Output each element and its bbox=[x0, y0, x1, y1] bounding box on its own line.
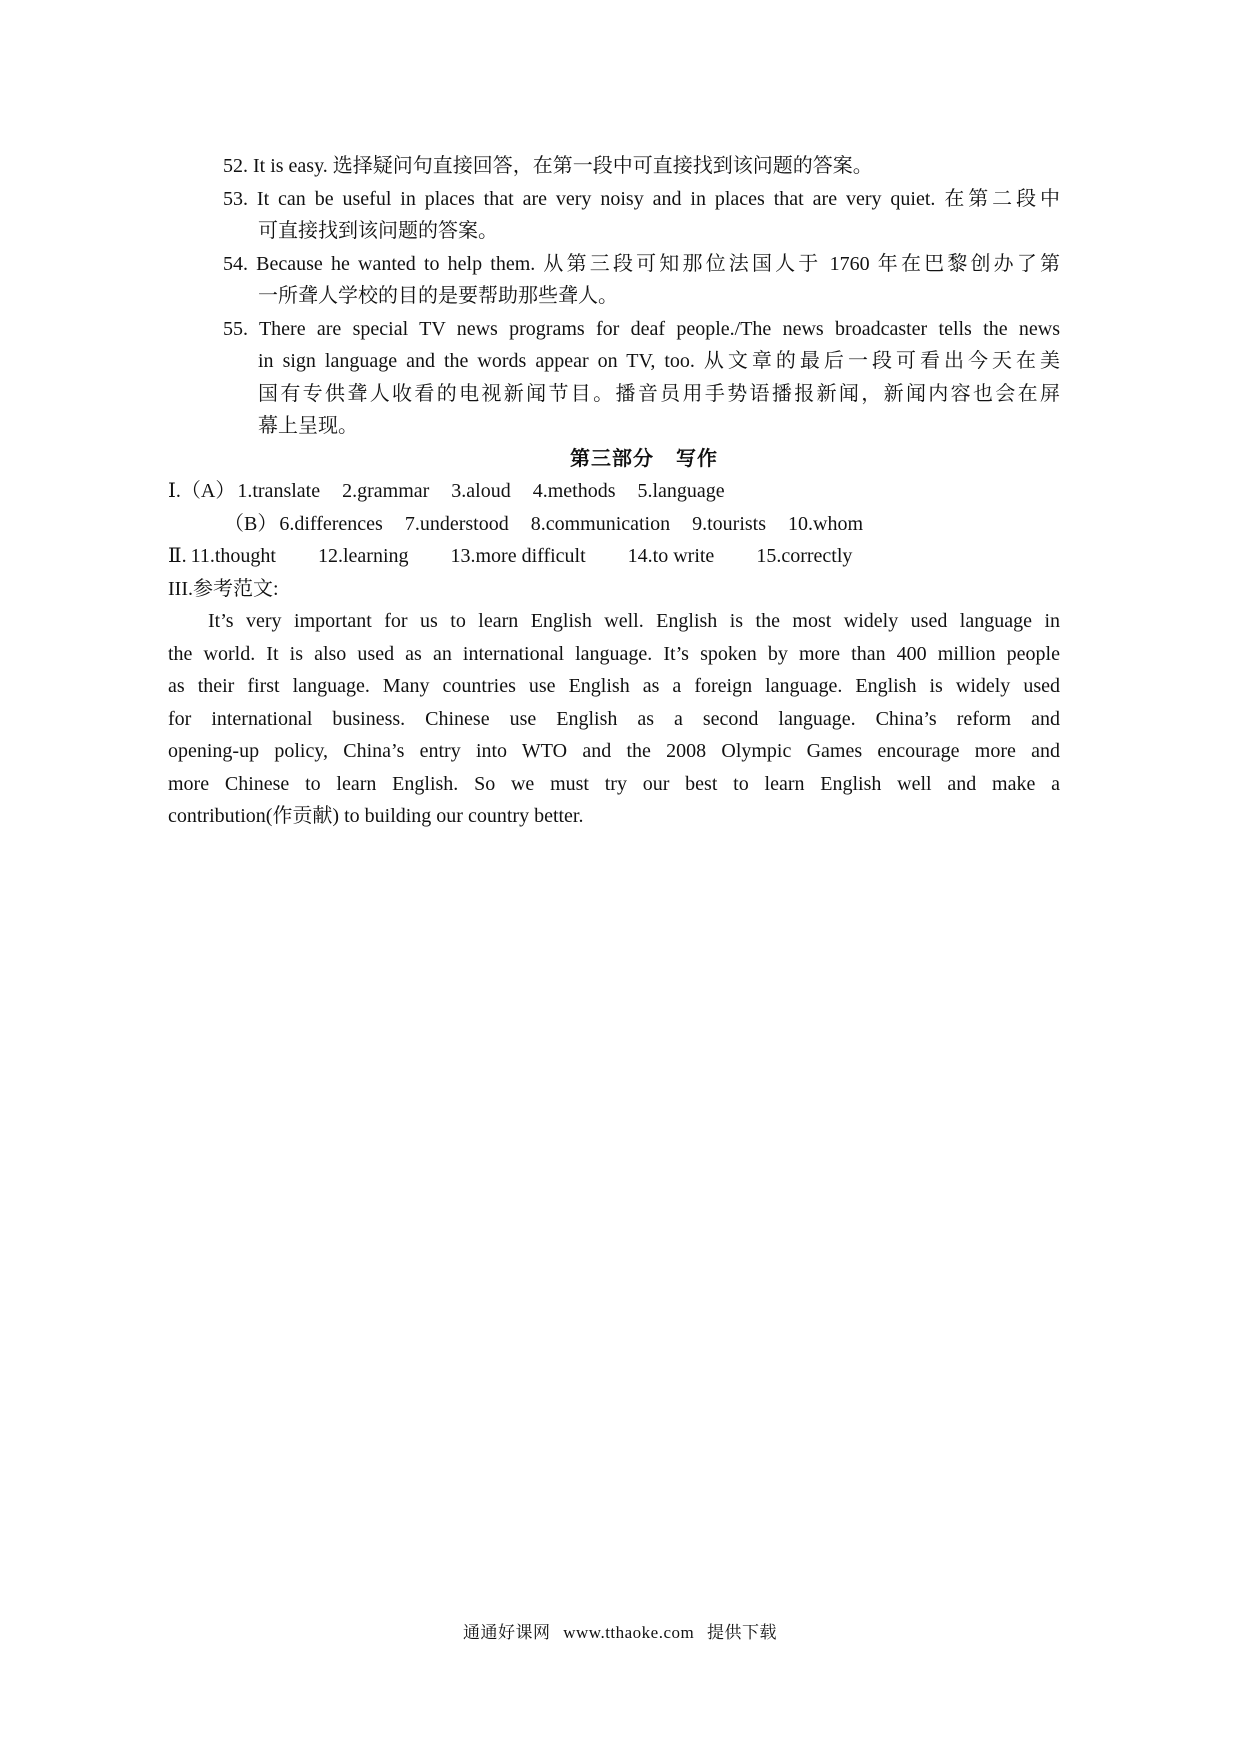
model-essay bbox=[168, 605, 1060, 833]
answer-item: 13.more difficult bbox=[450, 545, 586, 567]
answer-item: 15.correctly bbox=[756, 545, 853, 567]
part-2-row bbox=[168, 540, 1060, 573]
answer-line: 国有专供聋人收看的电视新闻节目。播音员用手势语播报新闻，新闻内容也会在屏 bbox=[258, 382, 1060, 405]
part-1a-row bbox=[168, 475, 1060, 508]
answer-line: 可直接找到该问题的答案。 bbox=[258, 220, 498, 242]
answer-line: in sign language and the words appear on TV, too. 从文章的最后一段可看出今天在美 bbox=[258, 350, 1060, 372]
answer-line: 一所聋人学校的目的是要帮助那些聋人。 bbox=[258, 285, 618, 307]
answer-item: 4.methods bbox=[532, 480, 616, 502]
page-footer bbox=[0, 1618, 1240, 1643]
essay-line: for international business. Chinese use English as a second language. China’s reform and bbox=[168, 707, 1060, 730]
section-title-part: 第三部分 bbox=[570, 447, 654, 470]
part-1b-row bbox=[224, 508, 1060, 541]
answer-item: 12.learning bbox=[317, 545, 409, 567]
answer-number: 54. bbox=[223, 252, 248, 275]
answer-52 bbox=[188, 150, 1060, 183]
section-title bbox=[188, 443, 1060, 476]
answer-54 bbox=[188, 248, 1060, 313]
essay-line: contribution(作贡献) to building our country better. bbox=[168, 805, 584, 827]
part-1b-label: （B） bbox=[224, 512, 278, 535]
answer-number: 52. bbox=[223, 155, 248, 177]
footer-suffix: 提供下载 bbox=[707, 1623, 778, 1642]
answer-item: 10.whom bbox=[788, 512, 864, 535]
answer-number: 53. bbox=[223, 187, 248, 210]
answer-number: 55. bbox=[223, 317, 248, 340]
part-1-label: Ⅰ.（A） bbox=[168, 480, 236, 502]
answer-55 bbox=[188, 313, 1060, 443]
part-2-label: Ⅱ. bbox=[168, 545, 187, 567]
essay-line: more Chinese to learn English. So we must try our best to learn English well and make a bbox=[168, 772, 1060, 795]
essay-line: opening-up policy, China’s entry into WTO and the 2008 Olympic Games encourage more and bbox=[168, 740, 1060, 762]
answer-item: 14.to write bbox=[627, 545, 715, 567]
answer-item: 11.thought bbox=[190, 545, 276, 567]
answer-53 bbox=[188, 183, 1060, 248]
answer-item: 2.grammar bbox=[342, 480, 430, 502]
answer-line: It is easy. 选择疑问句直接回答，在第一段中可直接找到该问题的答案。 bbox=[253, 155, 873, 177]
answer-item: 9.tourists bbox=[692, 512, 767, 535]
footer-site-name: 通通好课网 bbox=[462, 1623, 551, 1642]
part-3-label: III.参考范文: bbox=[168, 577, 279, 600]
answer-line: There are special TV news programs for deaf people./The news broadcaster tells the news bbox=[258, 317, 1060, 340]
answer-item: 7.understood bbox=[404, 512, 509, 535]
answer-item: 6.differences bbox=[279, 512, 383, 535]
answer-item: 3.aloud bbox=[451, 480, 511, 502]
answer-line: It can be useful in places that are very noisy and in places that are very quiet. 在第二段中 bbox=[256, 187, 1061, 210]
footer-url[interactable]: www.tthaoke.com bbox=[563, 1623, 695, 1642]
answer-line: Because he wanted to help them. 从第三段可知那位法国人于 1760 年在巴黎创办了第 bbox=[256, 252, 1060, 275]
answer-item: 1.translate bbox=[237, 480, 321, 502]
answer-item: 5.language bbox=[637, 480, 725, 502]
essay-line: the world. It is also used as an international language. It’s spoken by more than 400 million people bbox=[168, 642, 1060, 665]
section-title-writing: 写作 bbox=[676, 447, 718, 470]
answer-key-content bbox=[168, 150, 1061, 833]
answer-line: 幕上呈现。 bbox=[258, 415, 358, 437]
essay-line: as their first language. Many countries use English as a foreign language. English is widely used bbox=[168, 675, 1060, 697]
essay-line: It’s very important for us to learn English well. English is the most widely used language in bbox=[208, 610, 1060, 632]
answer-item: 8.communication bbox=[530, 512, 671, 535]
